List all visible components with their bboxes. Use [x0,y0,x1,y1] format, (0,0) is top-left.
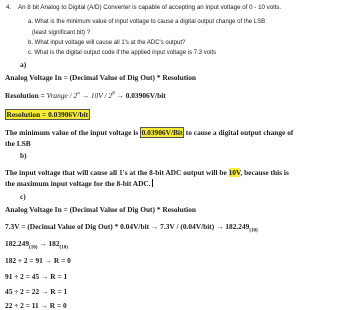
part-b-prefix: The input voltage that will cause all 1's at the 8-bit ADC output will be [5,168,229,177]
division-step-3: 45 ÷ 2 = 22 → R = 1 [5,287,68,296]
arrow-1: → [79,91,91,100]
divide-2b: / 2 [102,91,113,100]
resolution-boxed: Resolution = 0.03906V/bit [6,110,89,119]
minimum-value-line2: the LSB [5,139,31,148]
part-b-line1 [5,168,289,177]
rounding-sub-a: (10) [29,245,38,251]
vrange-term: Vrange [46,91,68,100]
minimum-value-suffix: to cause a digital output change of [183,128,294,137]
part-c-calc-sub: (10) [249,228,258,234]
question-part-a-line2: (least significant bit) ? [32,30,91,36]
division-step-1: 182 ÷ 2 = 91 → R = 0 [5,256,71,265]
part-a-heading: a) [20,60,27,69]
question-text: An 8 bit Analog to Digital (A/D) Converter is capable of accepting an input voltage of 0 - 10 volts. [18,4,282,11]
division-step-2: 91 ÷ 2 = 45 → R = 1 [5,272,68,281]
minimum-value-prefix: The minimum value of the input voltage is [5,128,141,137]
part-b-line2-text: the maximum input voltage for the 8-bit ADC. [5,179,151,188]
part-c-calculation [5,222,258,233]
rounding-value: 182.249 [5,239,30,248]
resolution-prefix: Resolution = [5,91,47,100]
part-b-suffix: , because this is [240,168,289,177]
text-cursor [152,179,153,187]
divide-2: / 2 [67,91,78,100]
resolution-formula [5,91,166,100]
formula-line-c: Analog Voltage In = (Decimal Value of Dig Out) * Resolution [5,205,197,214]
resolution-value: 0.03906V/bit [125,91,166,100]
rounding-arrow: → 182 [37,239,60,248]
ten-volts-term: 10V [90,91,103,100]
question-number: 4. [6,4,12,11]
question-part-b: b. What input voltage will cause all 1's at the ADC's output? [28,40,186,46]
minimum-value-line1 [5,128,293,137]
part-c-calc-text: 7.3V = (Decimal Value of Dig Out) * 0.04V/bit → 7.3V / (0.04V/bit) → 182.249 [5,222,250,231]
part-c-heading: c) [20,192,26,201]
exponent-8: 8 [112,91,115,97]
rounding-sub-b: (10) [59,245,68,251]
part-b-heading: b) [20,151,27,160]
resolution-boxed-line [5,110,90,119]
minimum-value-highlight: 0.03906V/Bit [141,128,183,137]
part-b-highlight: 10V [228,168,241,177]
division-step-4: 22 ÷ 2 = 11 → R = 0 [5,301,67,310]
arrow-2: → [114,91,126,100]
formula-line: Analog Voltage In = (Decimal Value of Dig Out) * Resolution [5,73,197,82]
rounding-line [5,239,68,250]
part-b-line2 [5,179,153,188]
question-part-c: c. What is the digital output code if the applied input voltage is 7.3 volts [28,50,217,56]
exponent-n: n [77,91,80,97]
question-part-a-line1: a. What is the minimum value of input voltage to cause a digital output change of the LSB [28,19,266,25]
